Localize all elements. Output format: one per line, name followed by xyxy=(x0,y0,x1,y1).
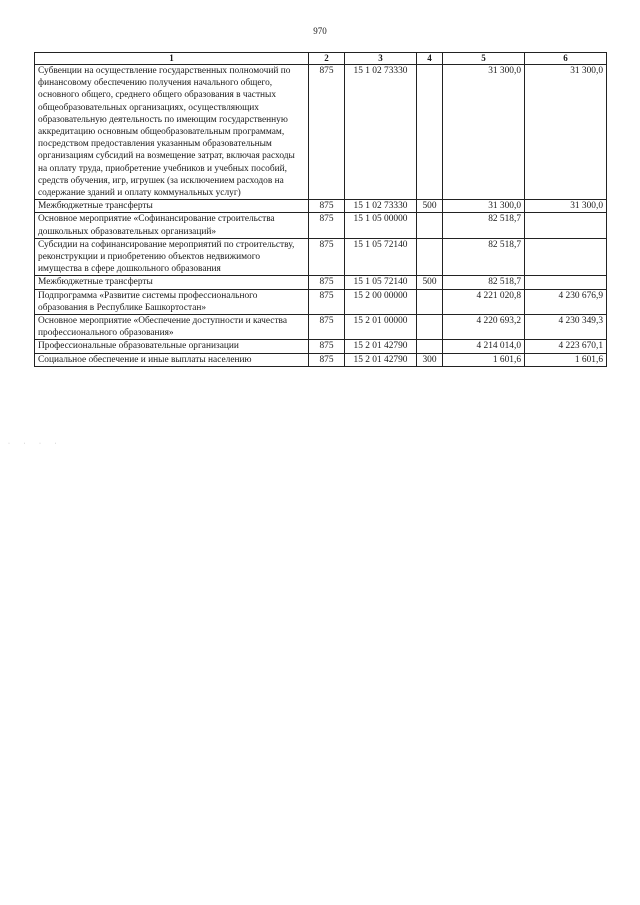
expense-type xyxy=(417,213,443,238)
target-article: 15 1 02 73330 xyxy=(345,200,417,213)
amount-year-1: 82 518,7 xyxy=(443,238,525,276)
ministry-code: 875 xyxy=(309,353,345,366)
table-row xyxy=(35,213,607,238)
column-header: 5 xyxy=(443,53,525,65)
expense-type: 500 xyxy=(417,276,443,289)
ministry-code: 875 xyxy=(309,340,345,353)
row-name: Подпрограмма «Развитие системы профессионального образования в Республике Башкортостан» xyxy=(35,289,309,314)
amount-year-2: 4 223 670,1 xyxy=(525,340,607,353)
table-row xyxy=(35,276,607,289)
header-row xyxy=(35,53,607,65)
row-name: Профессиональные образовательные организации xyxy=(35,340,309,353)
target-article: 15 2 01 42790 xyxy=(345,340,417,353)
target-article: 15 2 01 42790 xyxy=(345,353,417,366)
amount-year-1: 4 214 014,0 xyxy=(443,340,525,353)
row-name: Социальное обеспечение и иные выплаты населению xyxy=(35,353,309,366)
amount-year-2: 31 300,0 xyxy=(525,65,607,200)
target-article: 15 1 05 72140 xyxy=(345,238,417,276)
amount-year-2: 4 230 349,3 xyxy=(525,315,607,340)
expense-type xyxy=(417,65,443,200)
amount-year-1: 4 220 693,2 xyxy=(443,315,525,340)
expense-type xyxy=(417,315,443,340)
target-article: 15 2 01 00000 xyxy=(345,315,417,340)
amount-year-1: 31 300,0 xyxy=(443,65,525,200)
ministry-code: 875 xyxy=(309,315,345,340)
table-row xyxy=(35,340,607,353)
expense-type xyxy=(417,238,443,276)
table-row xyxy=(35,65,607,200)
table-row xyxy=(35,289,607,314)
table-row xyxy=(35,315,607,340)
table-row xyxy=(35,238,607,276)
budget-table xyxy=(34,52,607,367)
column-header: 2 xyxy=(309,53,345,65)
expense-type xyxy=(417,340,443,353)
row-name: Субсидии на софинансирование мероприятий по строительству, реконструкции и приобретению объектов недвижимого имущества в сфере дошкольного образования xyxy=(35,238,309,276)
amount-year-2 xyxy=(525,238,607,276)
ministry-code: 875 xyxy=(309,276,345,289)
amount-year-2: 4 230 676,9 xyxy=(525,289,607,314)
expense-type: 300 xyxy=(417,353,443,366)
column-header: 1 xyxy=(35,53,309,65)
amount-year-2: 31 300,0 xyxy=(525,200,607,213)
row-name: Основное мероприятие «Софинансирование строительства дошкольных образовательных организаций» xyxy=(35,213,309,238)
expense-type: 500 xyxy=(417,200,443,213)
table-row xyxy=(35,200,607,213)
column-header: 4 xyxy=(417,53,443,65)
column-header: 6 xyxy=(525,53,607,65)
target-article: 15 2 00 00000 xyxy=(345,289,417,314)
ministry-code: 875 xyxy=(309,238,345,276)
row-name: Основное мероприятие «Обеспечение доступности и качества профессионального образования» xyxy=(35,315,309,340)
target-article: 15 1 02 73330 xyxy=(345,65,417,200)
target-article: 15 1 05 72140 xyxy=(345,276,417,289)
amount-year-2: 1 601,6 xyxy=(525,353,607,366)
row-name: Межбюджетные трансферты xyxy=(35,200,309,213)
row-name: Субвенции на осуществление государственных полномочий по финансовому обеспечению получения начального общего, основного общего, среднего общего образования в частных общеобразовательных организациях, осуществляющих образовательную деятельность по имеющим государственную аккредитацию основным общеобразовательным программам, посредством предоставления указанным образовательным организациям субсидий на возмещение затрат, включая расходы на оплату труда, приобретение учебников и учебных пособий, средств обучения, игр, игрушек (за исключением расходов на содержание зданий и оплату коммунальных услуг) xyxy=(35,65,309,200)
amount-year-1: 1 601,6 xyxy=(443,353,525,366)
ministry-code: 875 xyxy=(309,213,345,238)
scan-artifact: · · · · xyxy=(8,441,63,447)
ministry-code: 875 xyxy=(309,289,345,314)
ministry-code: 875 xyxy=(309,65,345,200)
amount-year-1: 4 221 020,8 xyxy=(443,289,525,314)
amount-year-1: 82 518,7 xyxy=(443,213,525,238)
amount-year-2 xyxy=(525,213,607,238)
amount-year-1: 82 518,7 xyxy=(443,276,525,289)
amount-year-1: 31 300,0 xyxy=(443,200,525,213)
target-article: 15 1 05 00000 xyxy=(345,213,417,238)
column-header: 3 xyxy=(345,53,417,65)
amount-year-2 xyxy=(525,276,607,289)
table-row xyxy=(35,353,607,366)
page-number: 970 xyxy=(313,26,327,36)
ministry-code: 875 xyxy=(309,200,345,213)
row-name: Межбюджетные трансферты xyxy=(35,276,309,289)
expense-type xyxy=(417,289,443,314)
